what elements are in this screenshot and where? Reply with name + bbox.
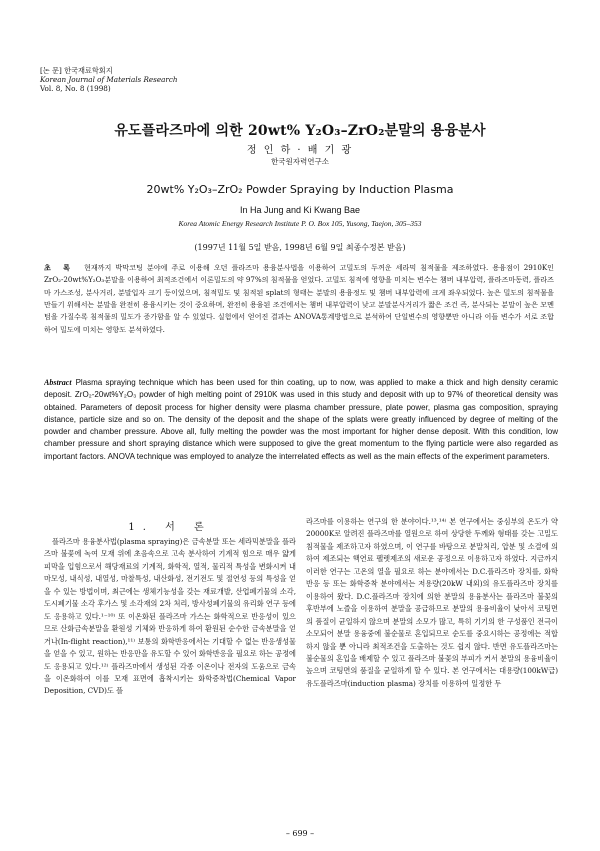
affiliation-ko: 한국원자력연구소 bbox=[271, 157, 329, 166]
journal-name-ko: [논 문] 한국재료학회지 bbox=[40, 66, 113, 75]
authors-en: In Ha Jung and Ki Kwang Bae bbox=[239, 205, 361, 215]
body-paragraph: 플라즈마 용융분사법(plasma spraying)은 금속분말 또는 세라믹분말을 플라즈마 불꽃에 녹여 모재 위에 초음속으로 고속 분사하여 기계적 힘으로 매우 얇게 피막을 입힘으로서 해당재료의 기계적, 화학적, 열적, 물리적 특성을 변화시켜 내마모성, 내식성, 내열성, 마찰특성, 내산화성, 전기전도 및 절연성 등의 특성을 얻을 수 있는 방법이며, 최근에는 생체기능성을 갖는 재료개발, 산업폐기물의 소각, 도시폐기물 소각 후가스 및 소각재의 2차 처리, 방사성폐기물의 유리화 연구 등에도 응용하고 있다.¹⁻¹⁰⁾ 또 이온화된 플라즈마 가스는 화학적으로 반응성이 있으므로 산화금속분말을 환원성 기체와 반응하게 하여 환원된 순수한 금속분말을 얻거나(In-flight reaction),¹¹⁾ 보통의 화학반응에서는 기대할 수 없는 반응생성물을 얻을 수 있고, 원하는 반응만을 유도할 수 있어 화학반응을 필요로 하는 공정에도 응용되고 있다.¹²⁾ 플라즈마에서 생성된 각종 이온이나 전자의 도움으로 금속을 이온화하여 이를 모재 표면에 흡착시키는 화학증착법(Chemical Vapor Deposition, CVD)도 플 bbox=[44, 537, 296, 696]
abstract-en bbox=[44, 377, 558, 502]
journal-header bbox=[40, 66, 178, 93]
abstract-ko-text: 현재까지 박막코팅 분야에 주로 이용해 오던 플라즈마 용융분사법을 이용하여 고밀도의 두꺼운 세라믹 침적물을 제조하였다. 용융점이 2910K인 ZrO₂-20wt%Y₂O₃분말을 이용하여 최적조건에서 이론밀도의 약 97%의 침적물을 얻었다. 고밀도 침적에 영향을 미치는 변수는 챔버 내부압력, 플라즈마동력, 플라즈마 가스조성, 분사거리, 분말입자 크기 등이었으며, 침적밀도 및 침적된 splat의 형태는 분말의 용융정도 및 챔버 내부압력에 크게 좌우되었다. 높은 밀도의 침적물을 만들기 위해서는 분말을 완전히 용융시키는 것이 중요하며, 완전히 용융된 조건에서는 챔버 내부압력이 낮고 분말분사거리가 짧은 조건 즉, 분사되는 분말이 높은 모멘텀을 가질수록 침적물의 밀도가 증가함을 알 수 있었다. 실험에서 얻어진 결과는 ANOVA통계방법으로 분석하여 단일변수의 영향뿐만 아니라 이들 변수가 서로 조합하여 밀도에 미치는 영향도 분석하였다. bbox=[44, 263, 554, 334]
received-dates: (1997년 11월 5일 받음, 1998년 6월 9일 최종수정본 받음) bbox=[194, 243, 406, 252]
body-column-right bbox=[306, 516, 558, 816]
abstract-en-text: Plasma spraying technique which has been used for thin coating, up to now, was applied to make a thick and high density ceramic deposit. ZrO₂-20wt%Y₂O₃ powder of high melting point of 2910K was used in this study and deposit with up to 97% of theoretical density was obtained. Parameters of deposit process for higher density were plasma chamber pressure, plate power, plasma gas composition, spraying distance, particle size and so on. The density of the deposit and the shape of the splats were greatly influenced by degree of melting of the powder and chamber pressure. Above all, fully melting the powder was the most important for higher dense deposit. With this condition, low chamber pressure and short spraying distance which were supposed to give the great momentum to the flying particle were also regarded as important factors. ANOVA technique was employed to analyze the interrelated effects as well as the main effects of the experiment parameters. bbox=[44, 378, 558, 461]
body-paragraph: 라즈마를 이용하는 연구의 한 분야이다.¹³,¹⁴⁾ 본 연구에서는 중심부의 온도가 약 20000K로 알려진 플라즈마를 열원으로 하여 상당한 두께와 형태를 갖는 고밀도 침적물을 제조하고자 하였으며, 이 연구를 바탕으로 분말처리, 압분 및 소결에 의하여 제조되는 핵연료 펠렛제조의 새로운 공정으로 이용하고자 하였다. 지금까지 이러한 연구는 고온의 열을 필요로 하는 분야에서는 D.C.플라즈마 장치를, 화학반응 등 또는 화학증착 분야에서는 저용량(20kW 내외)의 유도플라즈마 장치를 이용하여 왔다. D.C.플라즈마 장치에 의한 분말의 용융분사는 플라즈마 불꽃의 후반부에 노즐을 이용하여 분말을 공급하므로 분말의 용융비율이 낮아서 코팅면의 품질이 균일하지 않으며 분말의 소모가 많고, 특히 기기의 한 구성품인 전극이 소모되어 분말 용융중에 불순물로 혼입되므로 순도를 중요시하는 공정에는 적합하지 않을 뿐 아니라 최적조건을 도출하는 것도 쉽지 않다. 반면 유도플라즈마는 불순물의 혼입을 배제할 수 있고 플라즈마 불꽃의 부피가 커서 분말의 용융비율이 높으며 코팅면의 품질을 균일하게 할 수 있다. 본 연구에서는 대용량(100kW급) 유도플라즈마(induction plasma) 장치를 이용하여 일정한 두 bbox=[306, 517, 558, 688]
journal-volume: Vol. 8, No. 8 (1998) bbox=[40, 84, 111, 93]
authors-ko: 정 인 하 · 배 기 광 bbox=[246, 145, 354, 156]
abstract-en-label: Abstract bbox=[44, 378, 72, 387]
journal-name-en: Korean Journal of Materials Research bbox=[40, 75, 178, 84]
abstract-ko-label: 초 록 bbox=[44, 263, 74, 272]
affiliation-en: Korea Atomic Energy Research Institute P. O. Box 105, Yusong, Taejon, 305–353 bbox=[178, 219, 422, 228]
paper-title-en: 20wt% Y₂O₃–ZrO₂ Powder Spraying by Induction Plasma bbox=[146, 183, 454, 196]
page-number: – 699 – bbox=[285, 829, 315, 838]
paper-title-ko: 유도플라즈마에 의한 20wt% Y₂O₃–ZrO₂분말의 용융분사 bbox=[114, 123, 486, 139]
body-column-left bbox=[44, 536, 296, 816]
abstract-ko bbox=[44, 262, 554, 370]
section-heading-introduction: 1. 서 론 bbox=[128, 522, 212, 533]
